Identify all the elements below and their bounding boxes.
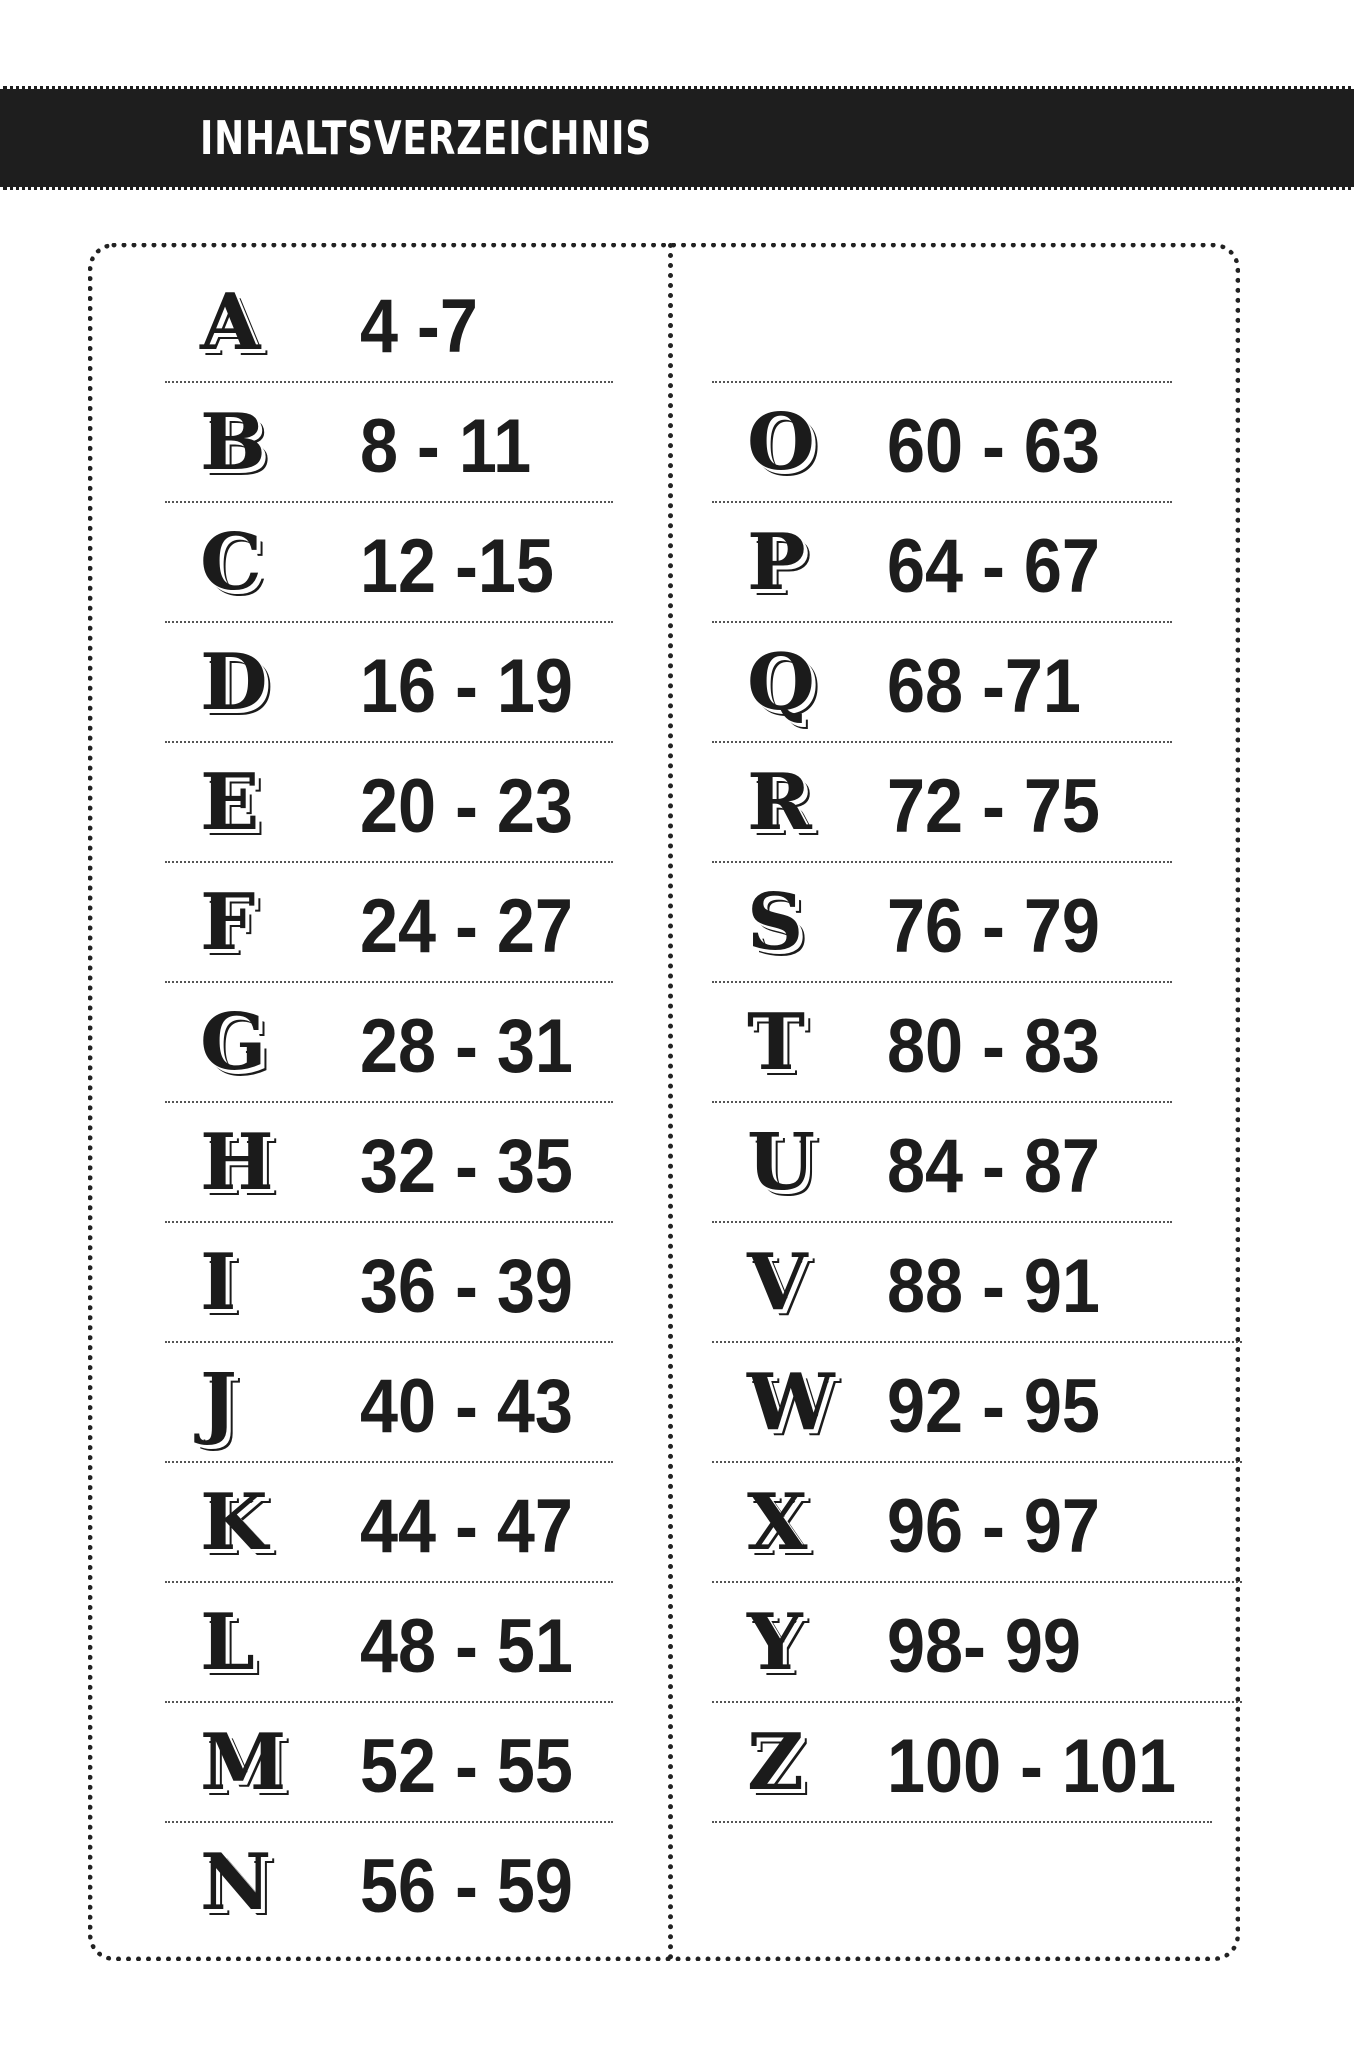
- toc-entry-f: [165, 863, 613, 983]
- entry-pages: 100 - 101: [887, 1724, 1177, 1809]
- toc-entry-v: [712, 1223, 1242, 1343]
- entry-letter: W: [747, 1357, 835, 1448]
- entry-letter: U: [747, 1117, 816, 1208]
- header-bar: [0, 86, 1354, 190]
- entry-pages: 12 -15: [360, 524, 554, 609]
- toc-entry-a: [165, 263, 613, 383]
- entry-letter: V: [747, 1237, 808, 1328]
- page-title: INHALTSVERZEICHNIS: [200, 111, 652, 165]
- entry-letter: Y: [747, 1597, 803, 1688]
- toc-entry-l: [165, 1583, 613, 1703]
- entry-pages: 76 - 79: [887, 884, 1100, 969]
- entry-pages: 96 - 97: [887, 1484, 1100, 1569]
- entry-pages: 60 - 63: [887, 404, 1100, 489]
- entry-pages: 20 - 23: [360, 764, 573, 849]
- entry-pages: 36 - 39: [360, 1244, 573, 1329]
- entry-letter: X: [747, 1477, 808, 1568]
- entry-letter: N: [200, 1837, 272, 1928]
- entry-pages: 72 - 75: [887, 764, 1100, 849]
- column-divider: [668, 243, 673, 1961]
- entry-pages: 88 - 91: [887, 1244, 1100, 1329]
- entry-pages: 40 - 43: [360, 1364, 573, 1449]
- entry-pages: 32 - 35: [360, 1124, 573, 1209]
- entry-pages: 48 - 51: [360, 1604, 573, 1689]
- entry-letter: T: [747, 997, 806, 1088]
- toc-entry-b: [165, 383, 613, 503]
- toc-entry-m: [165, 1703, 613, 1823]
- toc-entry-z: [712, 1703, 1242, 1823]
- entry-letter: D: [200, 637, 268, 728]
- entry-letter: L: [200, 1597, 255, 1688]
- entry-letter: K: [200, 1477, 268, 1568]
- toc-entry-h: [165, 1103, 613, 1223]
- toc-entry-s: [712, 863, 1242, 983]
- entry-pages: 56 - 59: [360, 1844, 573, 1929]
- entry-letter: S: [747, 877, 804, 968]
- toc-entry-e: [165, 743, 613, 863]
- entry-pages: 4 -7: [360, 284, 478, 369]
- entry-letter: H: [200, 1117, 274, 1208]
- entry-letter: J: [200, 1357, 237, 1448]
- entry-letter: P: [747, 517, 806, 608]
- toc-entry-i: [165, 1223, 613, 1343]
- toc-entry-w: [712, 1343, 1242, 1463]
- entry-letter: Q: [747, 637, 815, 728]
- toc-entry-x: [712, 1463, 1242, 1583]
- entry-pages: 68 -71: [887, 644, 1081, 729]
- toc-right-column: [712, 263, 1242, 1823]
- entry-letter: G: [200, 997, 267, 1088]
- entry-pages: 8 - 11: [360, 404, 532, 489]
- toc-entry-r: [712, 743, 1242, 863]
- entry-letter: E: [200, 757, 260, 848]
- entry-pages: 98- 99: [887, 1604, 1081, 1689]
- toc-entry-u: [712, 1103, 1242, 1223]
- toc-entry-t: [712, 983, 1242, 1103]
- entry-pages: 44 - 47: [360, 1484, 573, 1569]
- entry-pages: 24 - 27: [360, 884, 573, 969]
- entry-letter: B: [200, 397, 266, 488]
- toc-entry-o: [712, 383, 1242, 503]
- toc-entry-n: [165, 1823, 613, 1943]
- toc-entry-q: [712, 623, 1242, 743]
- toc-entry-g: [165, 983, 613, 1103]
- toc-left-column: [165, 263, 613, 1943]
- toc-entry-k: [165, 1463, 613, 1583]
- toc-entry-c: [165, 503, 613, 623]
- toc-entry-j: [165, 1343, 613, 1463]
- toc-spacer-row: [712, 263, 1242, 383]
- entry-letter: C: [200, 517, 263, 608]
- toc-entry-d: [165, 623, 613, 743]
- entry-letter: I: [200, 1237, 237, 1328]
- entry-pages: 84 - 87: [887, 1124, 1100, 1209]
- entry-pages: 64 - 67: [887, 524, 1100, 609]
- entry-pages: 52 - 55: [360, 1724, 573, 1809]
- toc-entry-y: [712, 1583, 1242, 1703]
- entry-pages: 80 - 83: [887, 1004, 1100, 1089]
- entry-pages: 92 - 95: [887, 1364, 1100, 1449]
- entry-letter: A: [200, 277, 261, 368]
- entry-letter: M: [200, 1717, 287, 1808]
- entry-letter: F: [200, 877, 256, 968]
- entry-pages: 16 - 19: [360, 644, 573, 729]
- entry-letter: O: [747, 397, 815, 488]
- entry-letter: Z: [747, 1717, 804, 1808]
- entry-pages: 28 - 31: [360, 1004, 573, 1089]
- toc-entry-p: [712, 503, 1242, 623]
- entry-letter: R: [747, 757, 812, 848]
